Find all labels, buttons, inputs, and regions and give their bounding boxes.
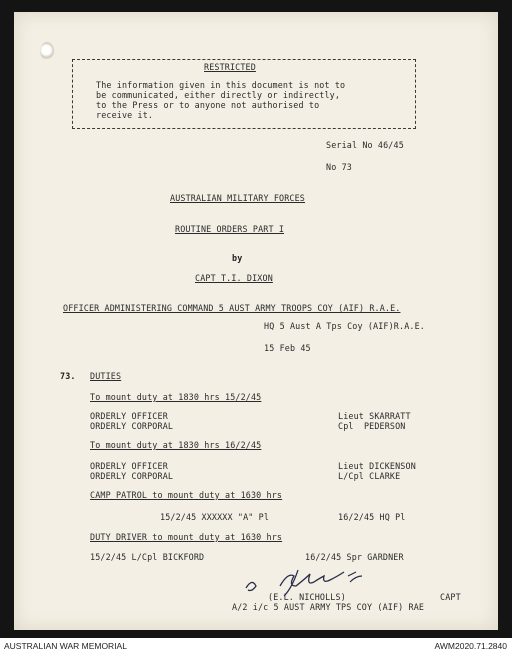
signatory-name: (E.L. NICHOLLS)	[268, 592, 346, 602]
footer-bar	[0, 638, 512, 653]
signatory-rank: CAPT	[440, 592, 461, 602]
order-number: No 73	[326, 162, 352, 172]
orderly-corporal-name-2: L/Cpl CLARKE	[338, 471, 401, 481]
headquarters-line: HQ 5 Aust A Tps Coy (AIF)R.A.E.	[264, 321, 425, 331]
footer-institution: AUSTRALIAN WAR MEMORIAL	[4, 641, 127, 651]
orderly-officer-name-1: Lieut SKARRATT	[338, 411, 411, 421]
command-line: OFFICER ADMINISTERING COMMAND 5 AUST ARMY TROOPS COY (AIF) R.A.E.	[63, 303, 401, 313]
camp-patrol-heading: CAMP PATROL to mount duty at 1630 hrs	[90, 490, 283, 500]
duty-driver-heading: DUTY DRIVER to mount duty at 1630 hrs	[90, 532, 283, 542]
title-forces: AUSTRALIAN MILITARY FORCES	[170, 193, 305, 203]
duty-driver-day-2: 16/2/45 Spr GARDNER	[305, 552, 404, 562]
mount-duty-1: To mount duty at 1830 hrs 15/2/45	[90, 392, 262, 402]
restricted-line-2: be communicated, either directly or indirectly,	[96, 90, 341, 100]
orderly-corporal-label-2: ORDERLY CORPORAL	[90, 471, 174, 481]
restricted-line-3: to the Press or to anyone not authorised to	[96, 100, 320, 110]
serial-number: Serial No 46/45	[326, 140, 404, 150]
orderly-corporal-label-1: ORDERLY CORPORAL	[90, 421, 174, 431]
title-routine-orders: ROUTINE ORDERS PART I	[175, 224, 285, 234]
mount-duty-2: To mount duty at 1830 hrs 16/2/45	[90, 440, 262, 450]
restricted-heading: RESTRICTED	[204, 62, 256, 72]
orderly-corporal-name-1: Cpl PEDERSON	[338, 421, 406, 431]
restricted-line-1: The information given in this document is not to	[96, 80, 346, 90]
by-label: by	[232, 253, 243, 263]
duties-heading: DUTIES	[90, 371, 122, 381]
duty-driver-day-1: 15/2/45 L/Cpl BICKFORD	[90, 552, 205, 562]
paragraph-number: 73.	[60, 371, 76, 381]
issuing-officer: CAPT T.I. DIXON	[195, 273, 273, 283]
restricted-line-4: receive it.	[96, 110, 154, 120]
order-date: 15 Feb 45	[264, 343, 311, 353]
footer-accession-number: AWM2020.71.2840	[434, 641, 507, 651]
orderly-officer-label-1: ORDERLY OFFICER	[90, 411, 168, 421]
punch-hole	[40, 42, 54, 60]
camp-patrol-day-1: 15/2/45 XXXXXX "A" Pl	[160, 512, 270, 522]
orderly-officer-name-2: Lieut DICKENSON	[338, 461, 416, 471]
camp-patrol-day-2: 16/2/45 HQ Pl	[338, 512, 406, 522]
orderly-officer-label-2: ORDERLY OFFICER	[90, 461, 168, 471]
signatory-unit: A/2 i/c 5 AUST ARMY TPS COY (AIF) RAE	[232, 602, 425, 612]
